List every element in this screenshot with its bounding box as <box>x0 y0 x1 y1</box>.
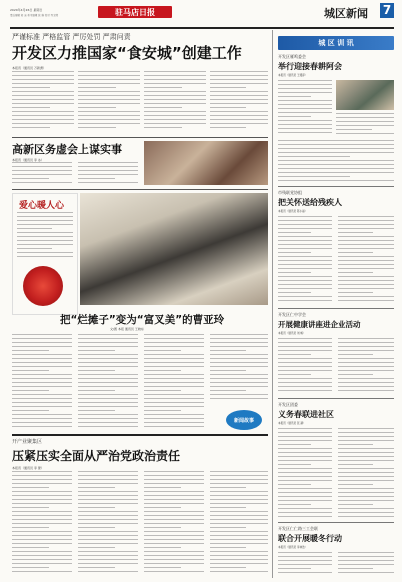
section-title: 城区新闻 <box>324 7 368 20</box>
right-item-3-body-a <box>278 428 332 520</box>
right-item-4-body-a <box>278 552 332 578</box>
article4-kicker: 开产业聚集区 <box>12 439 43 445</box>
right-item-2-body-b <box>338 338 394 394</box>
lead-body-col-2 <box>78 71 140 133</box>
article4-headline: 压紧压实全面从严治党政治责任 <box>12 449 181 463</box>
right-item-3-body-b <box>338 428 394 520</box>
right-item-title: 举行迎接春耕阿会 <box>278 62 342 71</box>
right-item-byline: 本报讯（通讯员 王娅淳） <box>278 74 308 77</box>
right-item-byline: 本报讯（通讯员 张 越） <box>278 422 306 425</box>
right-item-title: 义务春联进社区 <box>278 410 334 419</box>
right-item-title: 把关怀送给残疾人 <box>278 198 342 207</box>
meeting-photo <box>144 141 268 185</box>
editor-line: 责任编辑 刘 泳 美术编辑 张 娟 校对 苏文明 <box>10 14 59 17</box>
lead-body-col-3 <box>144 71 206 133</box>
article2-byline: 本报讯（通讯员 李 冰） <box>12 158 44 162</box>
right-item-title: 开展健康讲座进企业活动 <box>278 320 361 329</box>
right-item-0-body-a <box>278 80 332 138</box>
right-item-1-body-a <box>278 216 332 306</box>
side-badge-body <box>17 212 73 260</box>
right-item-kicker: 开发区团委 <box>278 402 298 407</box>
badge-emblem <box>23 266 63 306</box>
right-item-byline: 本报讯（通讯员 刘 畅） <box>278 332 306 335</box>
scene-photo <box>80 193 268 305</box>
right-item-byline: 本报讯（通讯员 李林浩） <box>278 546 308 549</box>
right-banner-title: 城 区 训 讯 <box>318 39 354 47</box>
lead-divider <box>12 137 268 138</box>
article3-body-col-3 <box>144 334 204 430</box>
right-item-kicker: 市残联党协组 <box>278 190 302 195</box>
news-story-label: 新闻故事 <box>233 417 254 424</box>
newspaper-logo <box>98 6 172 18</box>
masthead-rule <box>10 27 394 29</box>
right-divider-4 <box>278 522 394 523</box>
right-item-0-body-b <box>336 113 394 138</box>
right-item-0 <box>278 54 394 77</box>
article2-body-col-1 <box>12 162 72 186</box>
article2-divider <box>12 189 268 190</box>
right-item-1-body-b <box>338 216 394 306</box>
article2-headline: 高新区务虚会上谋实事 <box>12 143 122 156</box>
article3-body-col-2 <box>78 334 138 430</box>
right-divider-1 <box>278 186 394 187</box>
right-item-0-body-c <box>278 140 394 184</box>
right-item-kicker: 开发区仁仁路三工会联 <box>278 526 318 531</box>
right-item-2-body-a <box>278 338 332 394</box>
lead-body-col-1 <box>12 71 74 133</box>
article2-body-col-2 <box>78 162 138 186</box>
news-story-badge <box>226 410 262 430</box>
masthead <box>10 3 394 28</box>
right-item-1 <box>278 190 394 213</box>
right-item-kicker: 开发区雁鸣委会 <box>278 54 306 59</box>
lead-headline: 开发区力推国家“食安城”创建工作 <box>12 44 242 62</box>
article4-body-col-3 <box>144 471 204 575</box>
right-item-4-body-b <box>338 552 394 578</box>
right-item-4 <box>278 526 394 549</box>
right-divider-3 <box>278 398 394 399</box>
article3-divider <box>12 434 268 436</box>
right-item-byline: 本报讯（通讯员 陈小丽） <box>278 210 308 213</box>
right-item-0-photo <box>336 80 394 110</box>
article3-byline: 文/图 本报 通讯员 王晓东 <box>110 327 144 331</box>
article4-byline: 本报讯（通讯员 李 蒙） <box>12 466 44 470</box>
article3-headline: 把“烂摊子”变为“富叉美”的曹亚玲 <box>60 314 225 326</box>
right-item-title: 联合开展暖冬行动 <box>278 534 342 543</box>
lead-body-col-4 <box>210 71 268 133</box>
article3-body-col-4 <box>210 334 268 404</box>
article4-body-col-4 <box>210 471 268 575</box>
right-item-3 <box>278 402 394 425</box>
article3-body-col-1 <box>12 334 72 430</box>
lead-kicker: 严谨标准 严格监管 严厉处罚 严肃问责 <box>12 33 131 41</box>
right-item-kicker: 开发区仁中学会 <box>278 312 306 317</box>
right-banner <box>278 36 394 50</box>
side-badge-box <box>12 193 78 315</box>
side-badge-title: 爱心暖人心 <box>19 201 65 211</box>
lead-byline: 本报讯（通讯员 万新源） <box>12 66 46 70</box>
logo-text: 驻马店日报 <box>115 6 155 17</box>
right-divider-2 <box>278 308 394 309</box>
article4-body-col-2 <box>78 471 138 575</box>
date-line: 2020年4月26日 星期日 <box>10 8 43 12</box>
page-number: 7 <box>380 3 394 18</box>
column-divider <box>272 30 273 578</box>
right-item-2 <box>278 312 394 335</box>
article4-body-col-1 <box>12 471 72 575</box>
